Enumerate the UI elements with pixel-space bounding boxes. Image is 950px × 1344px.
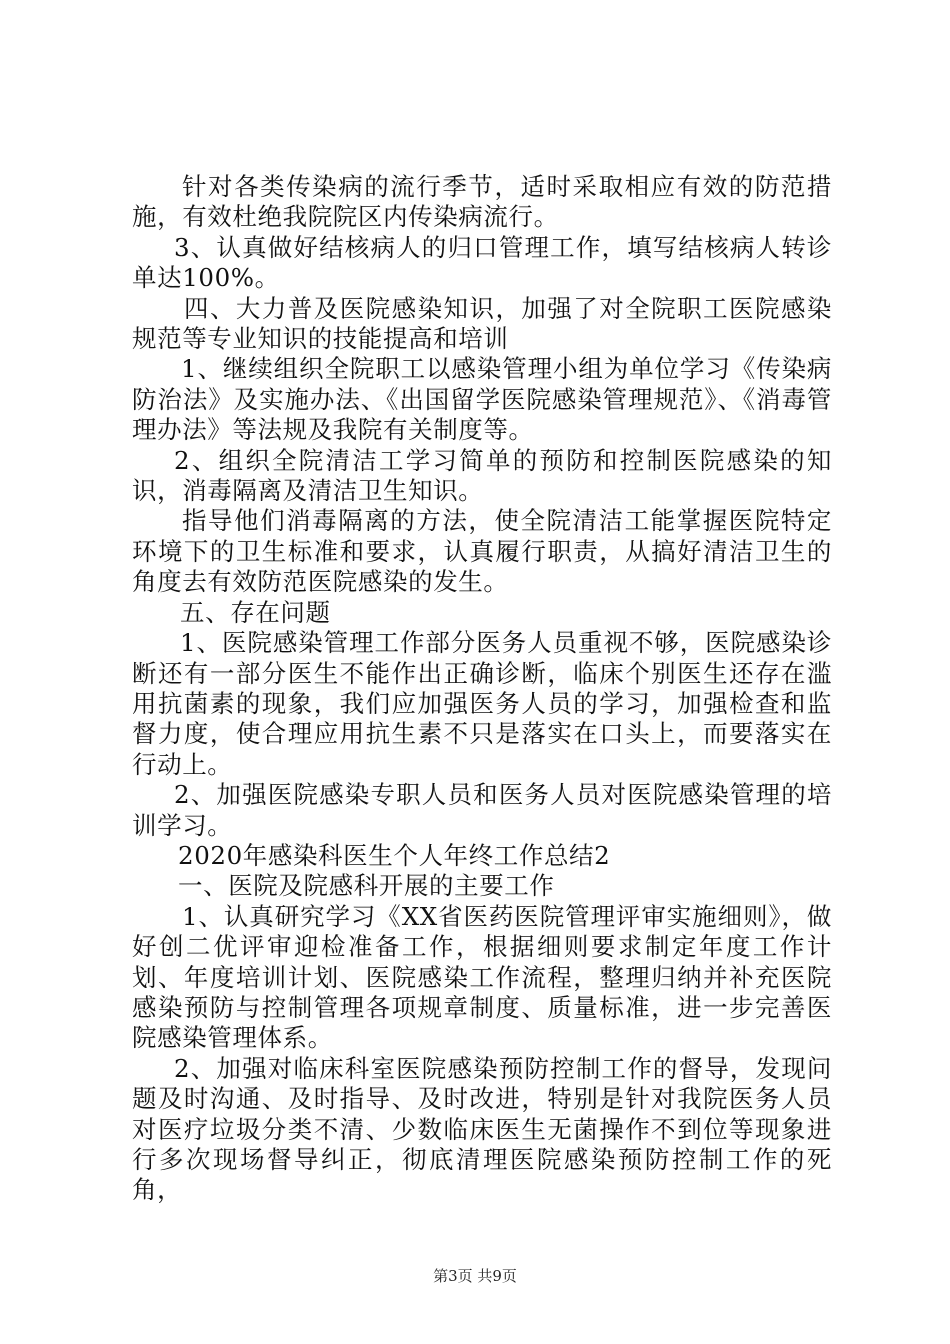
body-paragraph: 2020年感染科医生个人年终工作总结2 xyxy=(178,840,611,870)
body-paragraph: 指导他们消毒隔离的方法，使全院清洁工能掌握医院特定环境下的卫生标准和要求，认真履行职责，从搞好清洁卫生的角度去有效防范医院感染的发生。 xyxy=(132,506,832,597)
body-paragraph: 2、组织全院清洁工学习简单的预防和控制医院感染的知识，消毒隔离及清洁卫生知识。 xyxy=(132,445,832,506)
body-paragraph: 一、医院及院感科开展的主要工作 xyxy=(178,871,555,901)
body-paragraph: 四、大力普及医院感染知识，加强了对全院职工医院感染规范等专业知识的技能提高和培训 xyxy=(132,293,832,354)
body-paragraph: 1、医院感染管理工作部分医务人员重视不够，医院感染诊断还有一部分医生不能作出正确诊断，临床个别医生还存在滥用抗菌素的现象，我们应加强医务人员的学习，加强检查和监督力度，使合理应用抗生素不只是落实在口头上，而要落实在行动上。 xyxy=(132,628,832,779)
document-body xyxy=(132,172,832,1206)
body-paragraph: 五、存在问题 xyxy=(180,597,331,627)
body-paragraph: 1、认真研究学习《XX省医药医院管理评审实施细则》，做好创二优评审迎检准备工作，根据细则要求制定年度工作计划、年度培训计划、医院感染工作流程，整理归纳并补充医院感染预防与控制管理各项规章制度、质量标准，进一步完善医院感染管理体系。 xyxy=(132,901,832,1053)
page-footer: 第3页 共9页 xyxy=(433,1267,517,1285)
body-paragraph: 2、加强医院感染专职人员和医务人员对医院感染管理的培训学习。 xyxy=(132,780,832,840)
body-paragraph: 1、继续组织全院职工以感染管理小组为单位学习《传染病防治法》及实施办法、《出国留学医院感染管理规范》、《消毒管理办法》等法规及我院有关制度等。 xyxy=(132,354,832,445)
body-paragraph: 2、加强对临床科室医院感染预防控制工作的督导，发现问题及时沟通、及时指导、及时改进，特别是针对我院医务人员对医疗垃圾分类不清、少数临床医生无菌操作不到位等现象进行多次现场督导纠正，彻底清理医院感染预防控制工作的死角， xyxy=(132,1053,832,1205)
body-paragraph: 针对各类传染病的流行季节，适时采取相应有效的防范措施，有效杜绝我院院区内传染病流行。 xyxy=(132,172,832,232)
body-paragraph: 3、认真做好结核病人的归口管理工作，填写结核病人转诊单达100%。 xyxy=(132,232,832,293)
